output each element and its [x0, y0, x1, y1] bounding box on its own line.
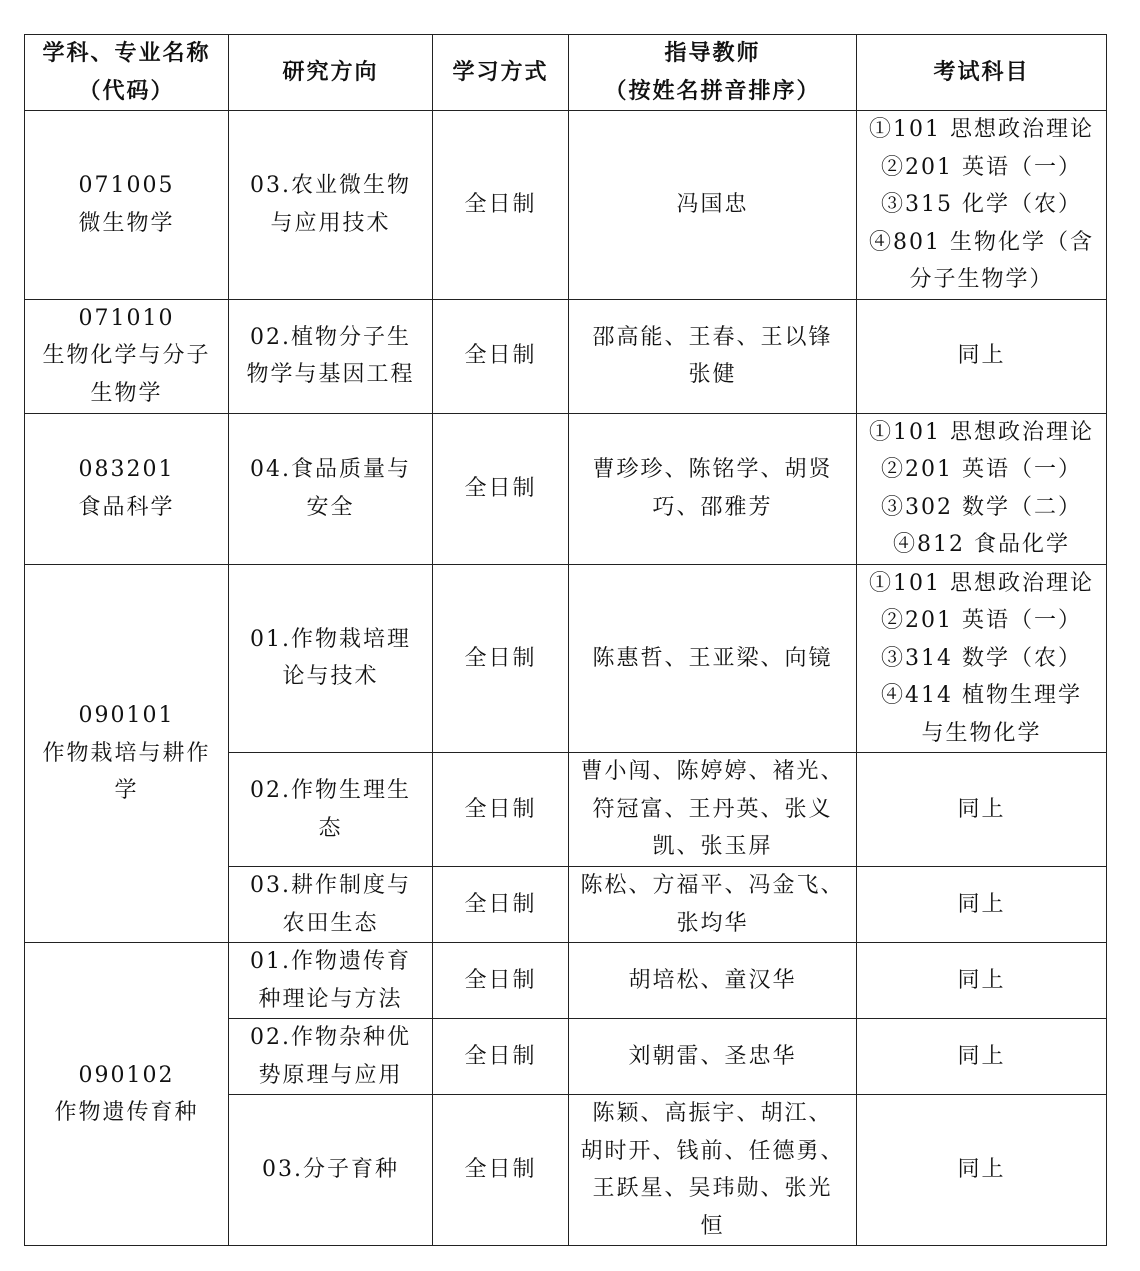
cell-line: 同上: [957, 343, 1006, 369]
mode-text: 全日制: [464, 343, 537, 369]
cell-line: 论与技术: [282, 664, 379, 690]
cell-line: ③314 数学（农）: [881, 645, 1082, 671]
discipline-cell: [25, 413, 229, 564]
mode-cell: [433, 1019, 569, 1095]
table-row: [25, 299, 1107, 413]
direction-cell: [229, 299, 433, 413]
header-mode: [433, 35, 569, 111]
cell-line: ②201 英语（一）: [881, 608, 1082, 633]
cell-line: 071005: [78, 173, 175, 199]
cell-line: ③315 化学（农）: [881, 192, 1082, 217]
mode-cell: [433, 299, 569, 413]
cell-line: 凯、张玉屏: [652, 834, 773, 860]
header-advisors: [569, 35, 857, 111]
direction-cell: [229, 111, 433, 300]
direction-cell: [229, 1019, 433, 1095]
cell-line: ①101 思想政治理论: [869, 117, 1094, 142]
mode-text: 全日制: [464, 475, 537, 501]
cell-line: ①101 思想政治理论: [869, 570, 1094, 596]
cell-line: 指导教师: [664, 41, 761, 66]
cell-line: 冯国忠: [676, 192, 749, 217]
cell-line: 符冠富、王丹英、张义: [592, 796, 833, 822]
cell-line: 势原理与应用: [258, 1062, 403, 1088]
cell-line: ④812 食品化学: [893, 532, 1070, 557]
cell-line: 刘朝雷、圣忠华: [628, 1043, 797, 1069]
exam-cell: [857, 1019, 1107, 1095]
cell-line: 02.植物分子生: [250, 324, 411, 350]
cell-line: 作物遗传育种: [54, 1100, 199, 1125]
cell-line: 陈颖、高振宇、胡江、: [592, 1101, 833, 1126]
cell-line: 071010: [78, 305, 175, 331]
exam-cell: [857, 564, 1107, 753]
exam-cell: [857, 753, 1107, 867]
mode-cell: [433, 413, 569, 564]
direction-cell: [229, 564, 433, 753]
table-row: [25, 413, 1107, 564]
cell-line: 02.作物杂种优: [250, 1025, 411, 1050]
advisors-cell: [569, 413, 857, 564]
cell-line: （代码）: [78, 78, 175, 104]
cell-line: 巧、邵雅芳: [652, 494, 773, 520]
program-table: [24, 34, 1107, 1246]
cell-line: 陈惠哲、王亚梁、向镜: [592, 645, 833, 671]
mode-cell: [433, 867, 569, 943]
cell-line: 邵高能、王春、王以锋: [592, 324, 833, 350]
header-discipline: [25, 35, 229, 111]
cell-line: 胡时开、钱前、任德勇、: [580, 1138, 845, 1164]
mode-text: 全日制: [464, 645, 537, 671]
cell-line: 曹小闯、陈婷婷、褚光、: [580, 759, 845, 785]
direction-cell: [229, 753, 433, 867]
table-body: [25, 35, 1107, 1246]
exam-cell: [857, 943, 1107, 1019]
cell-line: ②201 英语（一）: [881, 154, 1082, 180]
exam-cell: [857, 1095, 1107, 1246]
cell-line: 同上: [957, 1157, 1006, 1183]
cell-line: ③302 数学（二）: [881, 494, 1082, 520]
cell-line: 安全: [306, 494, 355, 520]
cell-line: 种理论与方法: [258, 986, 403, 1012]
cell-line: 态: [318, 815, 343, 841]
cell-line: （按姓名拼音排序）: [604, 78, 821, 104]
direction-cell: [229, 943, 433, 1019]
cell-line: 分子生物学）: [909, 267, 1054, 292]
cell-line: 物学与基因工程: [246, 362, 415, 387]
mode-cell: [433, 111, 569, 300]
header-direction: [229, 35, 433, 111]
direction-cell: [229, 867, 433, 943]
cell-line: 04.食品质量与: [250, 457, 411, 482]
cell-line: 曹珍珍、陈铭学、胡贤: [592, 457, 833, 482]
exam-cell: [857, 867, 1107, 943]
discipline-cell: [25, 943, 229, 1246]
cell-line: 090102: [78, 1062, 175, 1088]
direction-cell: [229, 1095, 433, 1246]
cell-line: 胡培松、童汉华: [628, 967, 797, 993]
table-row: [25, 564, 1107, 753]
cell-line: ④414 植物生理学: [881, 683, 1082, 708]
advisors-cell: [569, 753, 857, 867]
cell-line: 03.耕作制度与: [250, 873, 411, 898]
discipline-cell: [25, 299, 229, 413]
cell-line: 学科、专业名称: [42, 41, 211, 66]
cell-line: ①101 思想政治理论: [869, 419, 1094, 445]
cell-line: 微生物学: [78, 210, 175, 236]
cell-line: 研究方向: [282, 59, 379, 85]
advisors-cell: [569, 1095, 857, 1246]
cell-line: 同上: [957, 891, 1006, 917]
cell-line: 083201: [78, 457, 175, 482]
advisors-cell: [569, 299, 857, 413]
mode-text: 全日制: [464, 1157, 537, 1183]
cell-line: 02.作物生理生: [250, 778, 411, 803]
cell-line: 同上: [957, 796, 1006, 822]
exam-cell: [857, 413, 1107, 564]
mode-text: 全日制: [464, 967, 537, 993]
direction-cell: [229, 413, 433, 564]
cell-line: ④801 生物化学（含: [869, 229, 1094, 255]
discipline-cell: [25, 564, 229, 943]
cell-line: 恒: [700, 1213, 725, 1239]
cell-line: 01.作物栽培理: [250, 626, 411, 652]
cell-line: 食品科学: [78, 494, 175, 520]
cell-line: 学习方式: [452, 59, 549, 85]
mode-cell: [433, 564, 569, 753]
cell-line: 同上: [957, 1043, 1006, 1069]
table-row: [25, 943, 1107, 1019]
mode-cell: [433, 1095, 569, 1246]
cell-line: 农田生态: [282, 910, 379, 936]
cell-line: 考试科目: [933, 59, 1030, 85]
cell-line: 03.分子育种: [262, 1157, 399, 1183]
cell-line: 王跃星、吴玮勋、张光: [592, 1176, 833, 1201]
cell-line: 学: [114, 778, 139, 803]
mode-cell: [433, 943, 569, 1019]
advisors-cell: [569, 564, 857, 753]
exam-cell: [857, 111, 1107, 300]
cell-line: 陈松、方福平、冯金飞、: [580, 873, 845, 898]
mode-text: 全日制: [464, 1043, 537, 1069]
cell-line: 与生物化学: [921, 720, 1042, 746]
cell-line: 03.农业微生物: [250, 173, 411, 199]
advisors-cell: [569, 111, 857, 300]
cell-line: 01.作物遗传育: [250, 949, 411, 974]
cell-line: 同上: [957, 967, 1006, 993]
advisors-cell: [569, 867, 857, 943]
advisors-cell: [569, 943, 857, 1019]
table-row: [25, 111, 1107, 300]
mode-text: 全日制: [464, 891, 537, 917]
header-row: [25, 35, 1107, 111]
cell-line: 生物化学与分子: [42, 343, 211, 369]
cell-line: 090101: [78, 703, 175, 728]
cell-line: 与应用技术: [270, 210, 391, 236]
mode-text: 全日制: [464, 192, 537, 217]
mode-text: 全日制: [464, 796, 537, 822]
cell-line: 张健: [688, 362, 737, 387]
discipline-cell: [25, 111, 229, 300]
header-exam: [857, 35, 1107, 111]
cell-line: 作物栽培与耕作: [42, 740, 211, 766]
cell-line: 张均华: [676, 910, 749, 936]
exam-cell: [857, 299, 1107, 413]
mode-cell: [433, 753, 569, 867]
advisors-cell: [569, 1019, 857, 1095]
cell-line: 生物学: [90, 380, 163, 406]
cell-line: ②201 英语（一）: [881, 457, 1082, 482]
